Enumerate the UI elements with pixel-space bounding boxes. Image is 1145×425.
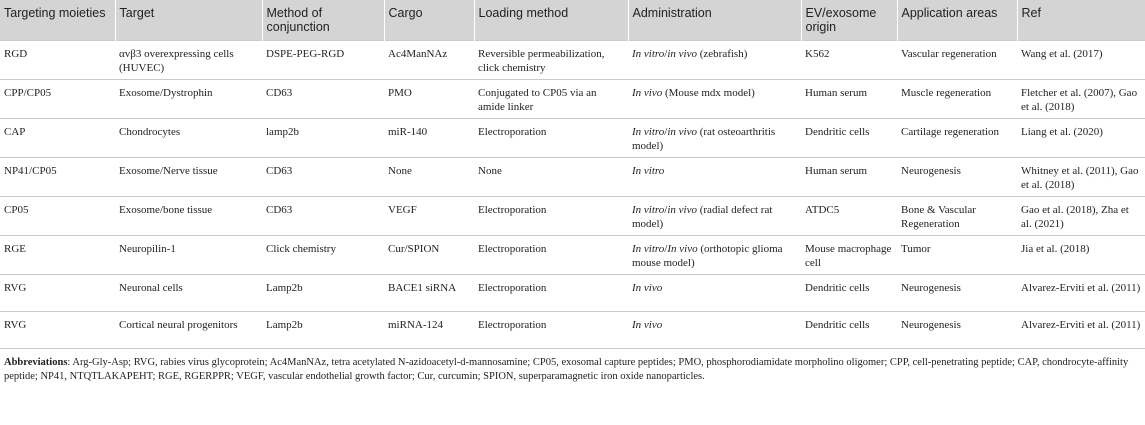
header-row [0,0,1145,41]
cell-application: Muscle regeneration [897,80,1017,119]
cell-method: Lamp2b [262,312,384,349]
cell-loading: Electroporation [474,275,628,312]
cell-target: Cortical neural progenitors [115,312,262,349]
cell-method: CD63 [262,197,384,236]
header-cell: EV/exosome origin [801,0,897,41]
cell-application: Neurogenesis [897,275,1017,312]
admin-italic: in vivo [667,204,697,216]
cell-loading: Electroporation [474,236,628,275]
cell-moiety: NP41/CP05 [0,158,115,197]
cell-moiety: RGE [0,236,115,275]
table-row [0,41,1145,80]
cell-method: lamp2b [262,119,384,158]
admin-italic: In vivo [632,282,663,294]
cell-method: CD63 [262,80,384,119]
cell-cargo: VEGF [384,197,474,236]
cell-origin: Dendritic cells [801,312,897,349]
footnote-text: : Arg-Gly-Asp; RVG, rabies virus glycoprotein; Ac4ManNAz, tetra acetylated N-azidoacetyl-d-mannosamine; CP05, exosomal capture peptides; PMO, phosphorodiamidate morpholino oligomer; CPP, cell-penetrating peptide; CAP, chondrocyte-affinity peptide; NP41, NTQTLAKAPEHT; RGE, RGERPPR; VEGF, vascular endothelial growth factor; Cur, curcumin; SPION, superparamagnetic iron oxide nanoparticles. [4,357,1129,382]
admin-italic: In vitro [632,243,665,255]
admin-sep: / [664,204,668,216]
header-cell: Cargo [384,0,474,41]
cell-ref: Alvarez-Erviti et al. (2011) [1017,275,1145,312]
cell-target: Exosome/bone tissue [115,197,262,236]
cell-cargo: miR-140 [384,119,474,158]
cell-cargo: Cur/SPION [384,236,474,275]
cell-target: Chondrocytes [115,119,262,158]
admin-italic: in vivo [667,126,697,138]
cell-moiety: RVG [0,275,115,312]
cell-target: αvβ3 overexpressing cells (HUVEC) [115,41,262,80]
cell-method: Click chemistry [262,236,384,275]
header-cell: Target [115,0,262,41]
cell-moiety: CPP/CP05 [0,80,115,119]
cell-loading: Reversible permeabilization, click chemistry [474,41,628,80]
admin-italic: In vitro [632,126,665,138]
cell-target: Neuropilin-1 [115,236,262,275]
cell-ref: Jia et al. (2018) [1017,236,1145,275]
header-cell: Ref [1017,0,1145,41]
cell-target: Exosome/Dystrophin [115,80,262,119]
admin-italic: in vivo [667,48,697,60]
admin-italic: In vivo [632,87,663,99]
cell-application: Tumor [897,236,1017,275]
cell-administration [628,158,801,197]
footnote-label: Abbreviations [4,357,68,368]
header-cell: Administration [628,0,801,41]
cell-administration [628,236,801,275]
abbreviations-footnote [0,349,1145,384]
cell-administration [628,312,801,349]
cell-administration [628,41,801,80]
table-row [0,312,1145,349]
cell-loading: Electroporation [474,197,628,236]
admin-italic: In vitro [632,165,665,177]
header-cell: Loading method [474,0,628,41]
cell-origin: Human serum [801,80,897,119]
cell-loading: Electroporation [474,119,628,158]
admin-sep: / [664,243,668,255]
cell-moiety: CAP [0,119,115,158]
admin-detail: (zebrafish) [696,48,748,60]
cell-method: DSPE-PEG-RGD [262,41,384,80]
table-row [0,197,1145,236]
cell-administration [628,197,801,236]
admin-italic: In vivo [632,319,663,331]
cell-method: CD63 [262,158,384,197]
cell-origin: ATDC5 [801,197,897,236]
cell-administration [628,275,801,312]
cell-application: Neurogenesis [897,158,1017,197]
cell-target: Exosome/Nerve tissue [115,158,262,197]
cell-origin: Mouse macrophage cell [801,236,897,275]
header-cell: Method of conjunction [262,0,384,41]
cell-application: Vascular regeneration [897,41,1017,80]
cell-cargo: Ac4ManNAz [384,41,474,80]
admin-detail: (Mouse mdx model) [662,87,755,99]
admin-italic: In vivo [667,243,698,255]
cell-ref: Liang et al. (2020) [1017,119,1145,158]
cell-origin: Dendritic cells [801,275,897,312]
cell-loading: Electroporation [474,312,628,349]
admin-italic: In vitro [632,204,665,216]
cell-cargo: BACE1 siRNA [384,275,474,312]
cell-target: Neuronal cells [115,275,262,312]
cell-moiety: CP05 [0,197,115,236]
admin-sep: / [664,48,668,60]
cell-ref: Fletcher et al. (2007), Gao et al. (2018) [1017,80,1145,119]
table-row [0,119,1145,158]
cell-method: Lamp2b [262,275,384,312]
cell-administration [628,80,801,119]
cell-cargo: None [384,158,474,197]
cell-application: Neurogenesis [897,312,1017,349]
table-row [0,275,1145,312]
cell-application: Bone & Vascular Regeneration [897,197,1017,236]
cell-origin: Dendritic cells [801,119,897,158]
cell-administration [628,119,801,158]
table-row [0,236,1145,275]
cell-cargo: miRNA-124 [384,312,474,349]
admin-detail: (orthotopic glioma mouse model) [632,243,783,269]
cell-ref: Whitney et al. (2011), Gao et al. (2018) [1017,158,1145,197]
cell-moiety: RVG [0,312,115,349]
header-cell: Application areas [897,0,1017,41]
admin-detail: (rat osteoarthritis model) [632,126,776,152]
cell-origin: K562 [801,41,897,80]
table-row [0,158,1145,197]
admin-detail: (radial defect rat model) [632,204,773,230]
cell-ref: Wang et al. (2017) [1017,41,1145,80]
cell-loading: None [474,158,628,197]
admin-sep: / [664,126,668,138]
cell-moiety: RGD [0,41,115,80]
table-row [0,80,1145,119]
cell-loading: Conjugated to CP05 via an amide linker [474,80,628,119]
cell-origin: Human serum [801,158,897,197]
admin-italic: In vitro [632,48,665,60]
cell-ref: Alvarez-Erviti et al. (2011) [1017,312,1145,349]
cell-application: Cartilage regeneration [897,119,1017,158]
cell-cargo: PMO [384,80,474,119]
header-cell: Targeting moieties [0,0,115,41]
cell-ref: Gao et al. (2018), Zha et al. (2021) [1017,197,1145,236]
